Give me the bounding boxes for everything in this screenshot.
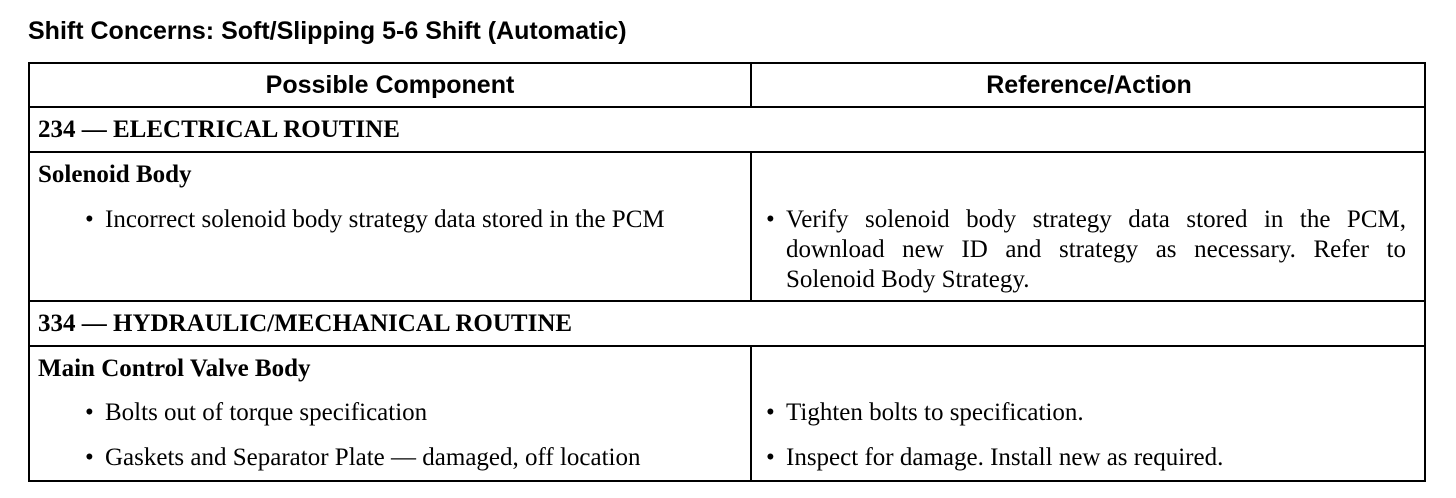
cause-text: Incorrect solenoid body strategy data stored in the PCM xyxy=(105,206,665,233)
bullet-icon: • xyxy=(85,399,94,426)
row-divider xyxy=(30,151,1424,153)
action-list-item xyxy=(766,205,1406,297)
cause-list-item xyxy=(85,443,745,475)
bullet-icon: • xyxy=(85,444,94,471)
action-text: Verify solenoid body strategy data stored in the PCM, download new ID and strategy as necessary. Refer to Solenoid Body Strategy. xyxy=(786,206,1406,293)
diagnostic-table xyxy=(28,62,1426,482)
row-divider xyxy=(30,345,1424,347)
component-name-solenoid-body: Solenoid Body xyxy=(38,161,192,188)
section-heading-hydraulic-mechanical-routine: 334 — HYDRAULIC/MECHANICAL ROUTINE xyxy=(38,310,573,337)
bullet-icon: • xyxy=(766,399,775,426)
cause-text: Gaskets and Separator Plate — damaged, off location xyxy=(105,444,641,471)
section-heading-electrical-routine: 234 — ELECTRICAL ROUTINE xyxy=(38,116,400,143)
bullet-icon: • xyxy=(766,444,775,471)
bullet-icon: • xyxy=(85,206,94,233)
row-divider xyxy=(30,300,1424,302)
column-divider xyxy=(750,151,752,300)
action-list-item xyxy=(766,398,1406,430)
cause-list-item xyxy=(85,398,745,430)
cause-text: Bolts out of torque specification xyxy=(105,399,428,426)
action-list-item xyxy=(766,443,1406,475)
page-title: Shift Concerns: Soft/Slipping 5-6 Shift (Automatic) xyxy=(28,17,627,45)
action-text: Tighten bolts to specification. xyxy=(786,399,1084,426)
row-divider xyxy=(30,106,1424,108)
column-divider xyxy=(750,64,752,106)
column-divider xyxy=(750,345,752,482)
component-name-main-control-valve-body: Main Control Valve Body xyxy=(38,355,311,382)
bullet-icon: • xyxy=(766,206,775,233)
column-header-possible-component: Possible Component xyxy=(265,71,515,99)
column-header-reference-action: Reference/Action xyxy=(986,71,1192,99)
action-text: Inspect for damage. Install new as required. xyxy=(786,444,1224,471)
cause-list-item xyxy=(85,205,705,267)
